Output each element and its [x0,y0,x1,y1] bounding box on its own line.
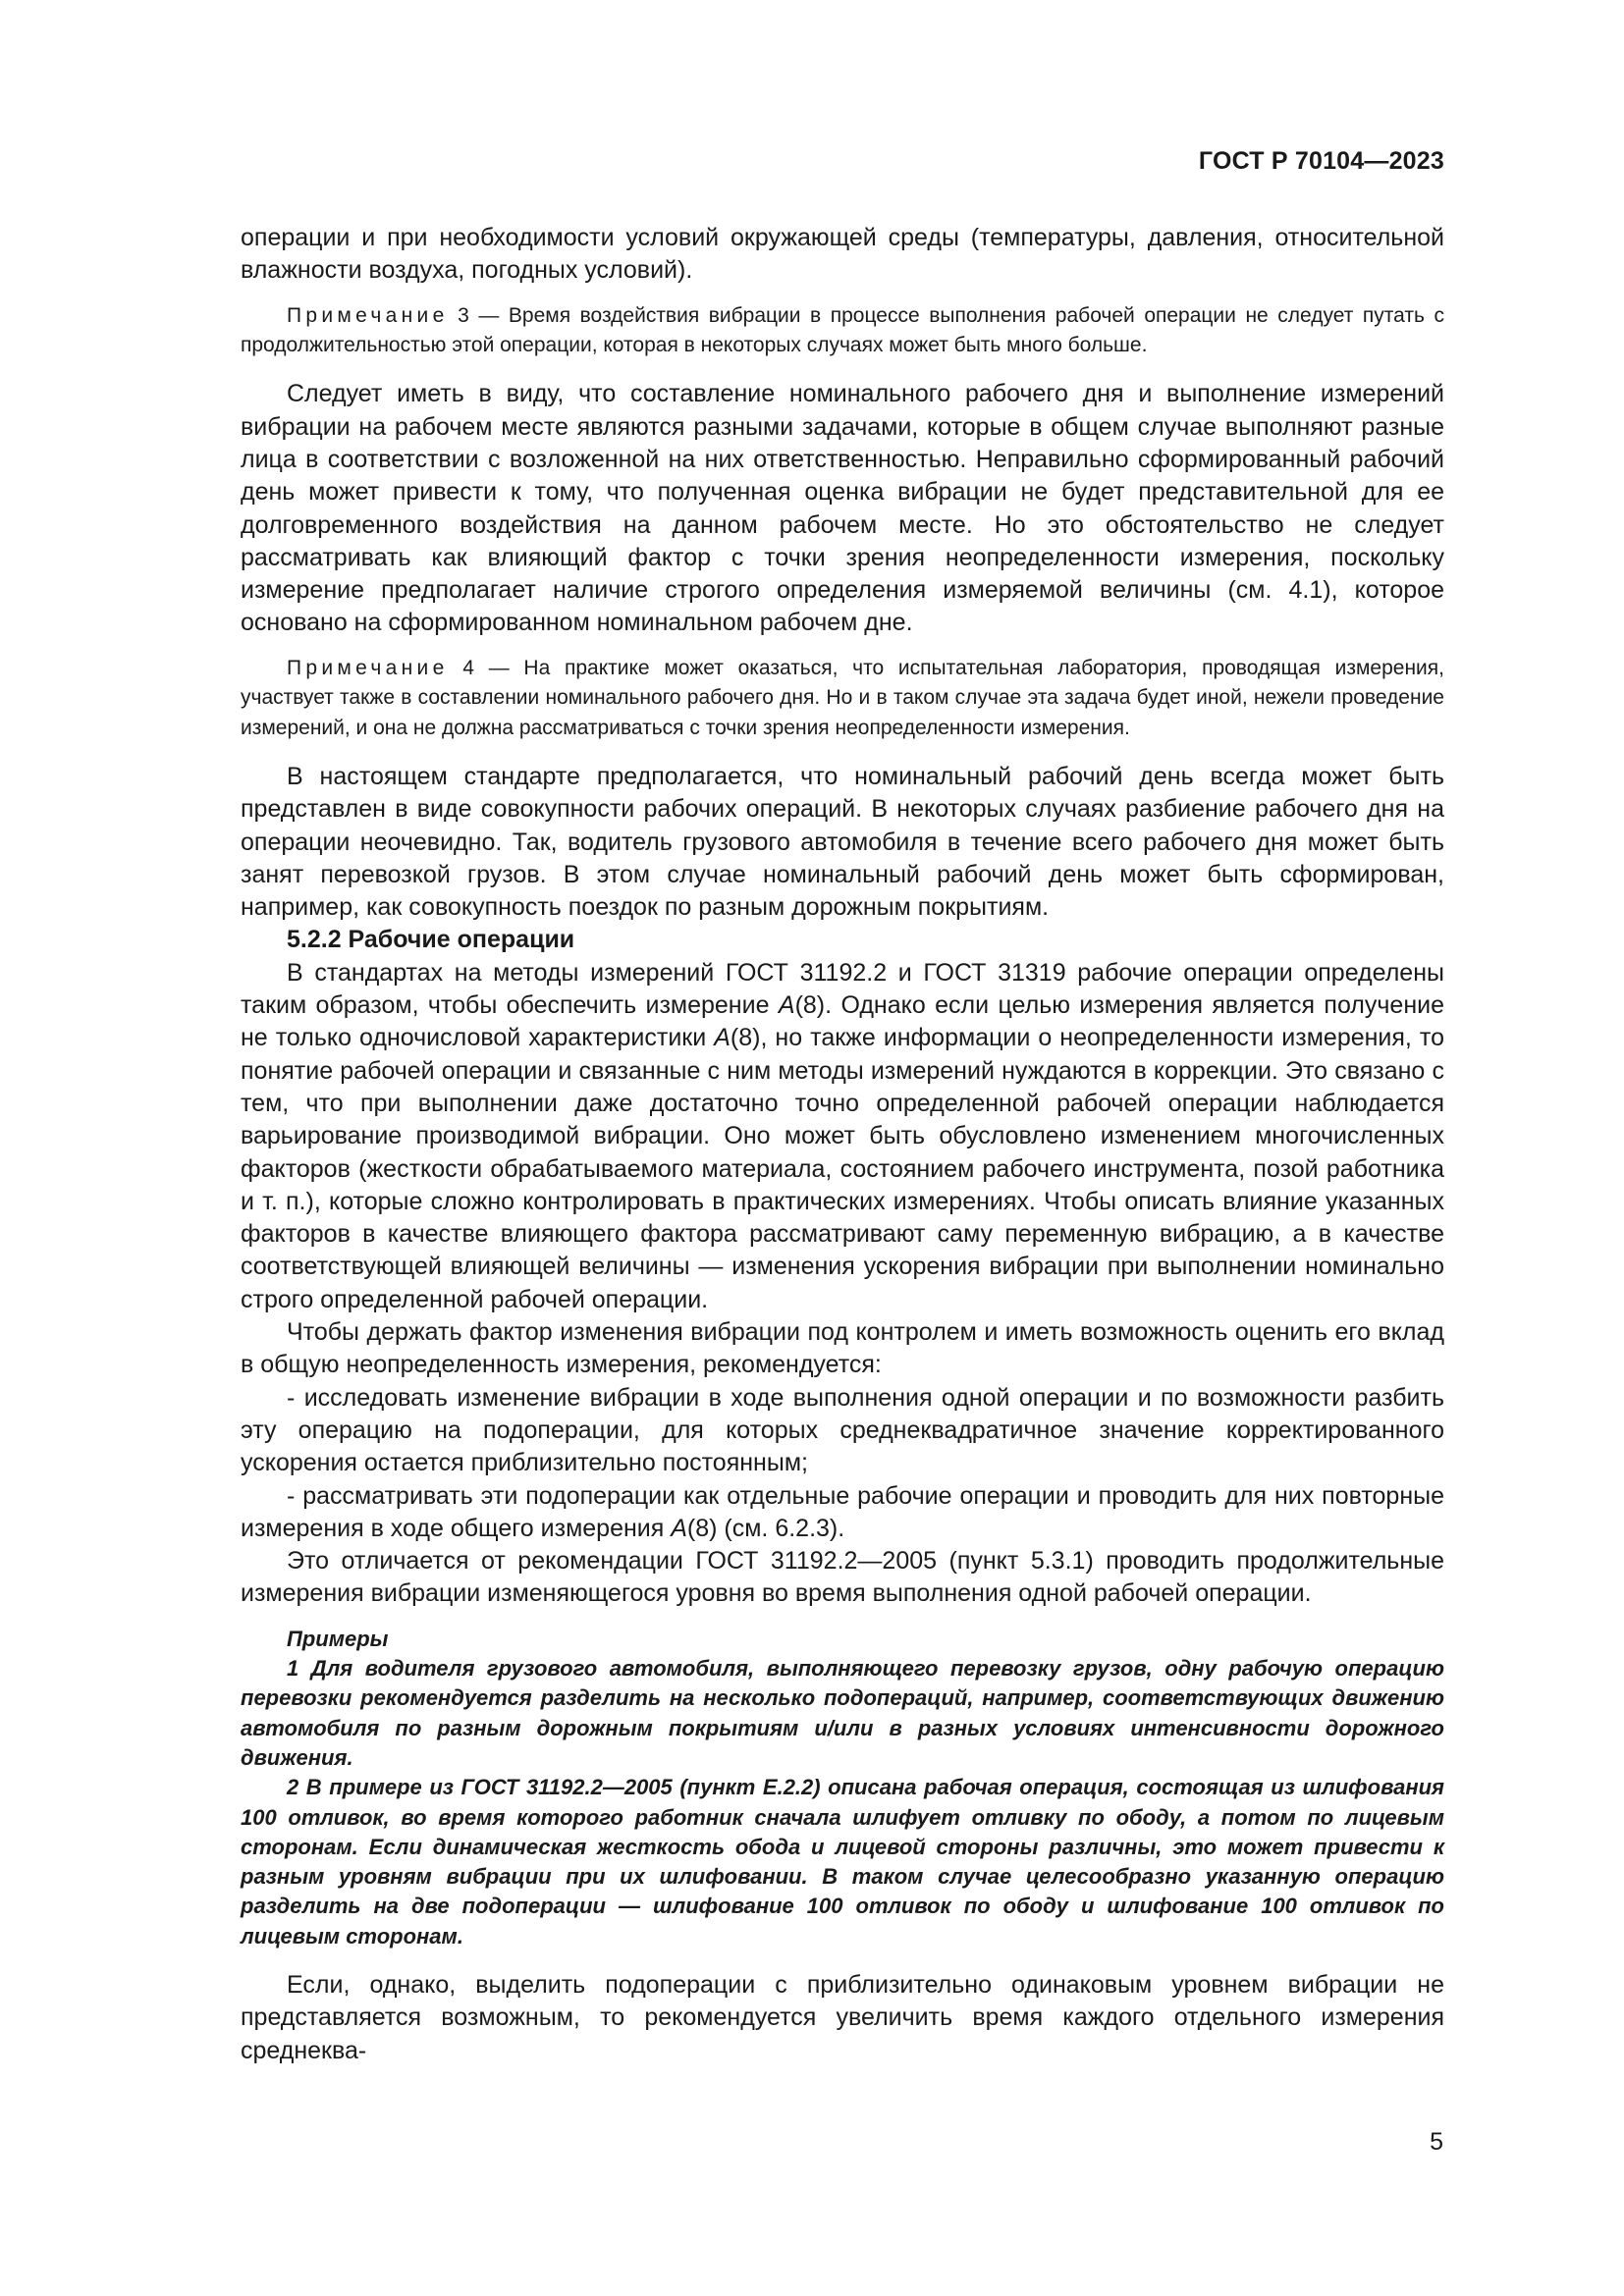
note-3-text: 3 — Время воздействия вибрации в процессе выполнения рабочей операции не следует путать с продолжительностью этой операции, которая в некоторых случаях может быть много больше. [241,303,1444,356]
note-3 [241,301,1444,361]
note-3-label: Примечание [287,303,449,327]
symbol-a-3: A [671,1514,687,1542]
paragraph-measurement-standards [241,957,1444,1316]
section-heading-5-2-2: 5.2.2 Рабочие операции [287,926,575,954]
note-4-text: 4 — На практике может оказаться, что испытательная лаборатория, проводящая измерения, участвует также в составлении номинального рабочего дня. Но и в таком случае эта задача будет иной, нежели проведение измерений, и она не должна рассматриваться с точки зрения неопределенности измерения. [241,656,1444,739]
symbol-a-2: A [714,1024,731,1052]
note-4 [241,654,1444,743]
example-1: 1 Для водителя грузового автомобиля, выполняющего перевозку грузов, одну рабочую операцию перевозки рекомендуется разделить на несколько подопераций, например, соответствующих движению автомобиля по разным дорожным покрытиям и/или в разных условиях интенсивности дорожного движения. [241,1656,1444,1770]
note-4-label: Примечание [287,656,449,679]
list-item-investigate: - исследовать изменение вибрации в ходе выполнения одной операции и по возможности разбить эту операцию на подоперации, для которых среднеквадратичное значение корректированного ускорения остается приблизительно постоянным; [241,1383,1444,1477]
paragraph-continuation: операции и при необходимости условий окружающей среды (температуры, давления, относительной влажности воздуха, погодных условий). [241,224,1444,285]
examples-title: Примеры [287,1626,389,1651]
p4-part-a: В стандартах на методы измерений ГОСТ 31192.2 и ГОСТ 31319 рабочие операции определены таким образом, чтобы обеспечить измерение [241,958,1444,1020]
paragraph-final: Если, однако, выделить подоперации с приблизительно одинаковым уровнем вибрации не представляется возможным, то рекомендуется увеличить время каждого отдельного измерения среднеква- [241,1970,1444,2064]
symbol-a-1: A [778,991,795,1020]
standard-code-header: ГОСТ Р 70104—2023 [1198,147,1444,175]
example-2: 2 В примере из ГОСТ 31192.2—2005 (пункт Е.2.2) описана рабочая операция, состоящая из шлифования 100 отливок, во время которого работник сначала шлифует отливку по ободу, а потом по лицевым сторонам. Если динамическая жесткость обода и лицевой стороны различны, это может привести к разным уровням вибрации при их шлифовании. В таком случае целесообразно указанную операцию разделить на две подоперации — шлифование 100 отливок по ободу и шлифование 100 отливок по лицевым сторонам. [241,1775,1444,1949]
page-content [241,222,1444,2067]
p4-part-b: (8). Однако если целью измерения является получение не только одночисловой характеристики [241,991,1444,1052]
paragraph-work-operations-assumption: В настоящем стандарте предполагается, что номинальный рабочий день всегда может быть представлен в виде совокупности рабочих операций. В некоторых случаях разбиение рабочего дня на операции неочевидно. Так, водитель грузового автомобиля в течение всего рабочего дня может быть занят перевозкой грузов. В этом случае номинальный рабочий день может быть сформирован, например, как совокупность поездок по разным дорожным покрытиям. [241,763,1444,922]
p4-part-c: (8), но также информации о неопределенности измерения, то понятие рабочей операции и связанные с ним методы измерений нуждаются в коррекции. Это связано с тем, что при выполнении даже достаточно точно определенной рабочей операции наблюдается варьирование производимой вибрации. Оно может быть обусловлено изменением многочисленных факторов (жесткости обрабатываемого материала, состоянием рабочего инструмента, позой работника и т. п.), которые сложно контролировать в практических измерениях. Чтобы описать влияние указанных факторов в качестве влияющего фактора рассматривают саму переменную вибрацию, а в качестве соответствующей влияющей величины — изменения ускорения вибрации при выполнении номинально строго определенной рабочей операции. [241,1024,1444,1313]
list2-part-a: - рассматривать эти подоперации как отдельные рабочие операции и проводить для них повторные измерения в ходе общего измерения [241,1481,1444,1542]
list-item-consider-suboperations [241,1480,1444,1546]
list2-part-b: (8) (см. 6.2.3). [686,1514,845,1542]
page-number: 5 [1430,2128,1443,2156]
paragraph-difference: Это отличается от рекомендации ГОСТ 31192.2—2005 (пункт 5.3.1) проводить продолжительные измерения вибрации изменяющегося уровня во время выполнения одной рабочей операции. [241,1547,1444,1608]
paragraph-nominal-workday: Следует иметь в виду, что составление номинального рабочего дня и выполнение измерений вибрации на рабочем месте являются разными задачами, которые в общем случае выполняют разные лица в соответствии с возложенной на них ответственностью. Неправильно сформированный рабочий день может привести к тому, что полученная оценка вибрации не будет представительной для ее долговременного воздействия на данном рабочем месте. Но это обстоятельство не следует рассматривать как влияющий фактор с точки зрения неопределенности измерения, поскольку измерение предполагает наличие строгого определения измеряемой величины (см. 4.1), которое основано на сформированном номинальном рабочем дне. [241,380,1444,637]
paragraph-recommendation-intro: Чтобы держать фактор изменения вибрации под контролем и иметь возможность оценить его вклад в общую неопределенность измерения, рекомендуется: [241,1318,1444,1379]
